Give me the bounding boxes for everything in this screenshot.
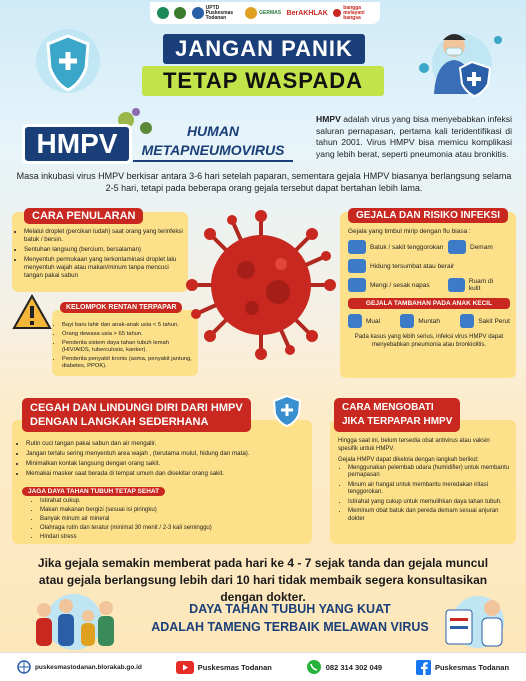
symptom-item <box>348 314 380 328</box>
globe-icon <box>17 660 31 674</box>
list-item: • Banyak minum air mineral <box>40 516 306 523</box>
symptom-item <box>348 259 504 273</box>
penularan-panel <box>12 212 188 292</box>
motto-line-2: ADALAH TAMENG TERBAIK MELAWAN VIRUS <box>151 620 429 634</box>
rentan-list <box>52 322 196 370</box>
list-item: • Sentuhan langsung (bercium, bersalaman) <box>24 246 184 254</box>
title-line-2: TETAP WASPADA <box>142 66 384 96</box>
obati-p1: Hingga saat ini, belum tersedia obat antivirus atau vaksin spesifik untuk HMPV. <box>338 438 490 452</box>
gejala-note: Pada kasus yang lebih serius, infeksi virus HMPV dapat menyebabkan pneumonia atau bronkiolitis. <box>354 334 504 348</box>
cegah-title-line-1: CEGAH DAN LINDUNGI DIRI DARI HMPV <box>30 402 243 414</box>
fullname-line-2: METAPNEUMOVIRUS <box>133 141 293 162</box>
shield-icon <box>30 26 106 96</box>
list-item: • Orang dewasa usia > 65 tahun. <box>62 331 196 338</box>
symptom-label: Mengi / sesak napas <box>370 281 430 289</box>
penularan-header: CARA PENULARAN <box>24 208 143 224</box>
list-item: • Minimalkan kontak langsung dengan orang sakit. <box>26 460 306 468</box>
symptom-item <box>460 314 510 328</box>
gejala-intro: Gejala yang timbul mirip dengan flu biasa : <box>348 228 471 235</box>
cegah-list <box>16 440 306 478</box>
list-item: • Penderita penyakit kronis (asma, penyakit jantung, diabetes, PPOK). <box>62 356 196 370</box>
gejala-panel <box>340 212 516 378</box>
shield-plus-icon <box>272 394 302 428</box>
whatsapp-icon <box>306 659 322 675</box>
footer <box>0 652 526 681</box>
cegah-panel <box>12 420 312 544</box>
nausea-icon <box>348 314 362 328</box>
cegah-title-line-2: DENGAN LANGKAH SEDERHANA <box>30 416 209 428</box>
list-item: • Melalui droplet (percikan ludah) saat orang yang terinfeksi batuk / bersin. <box>24 228 184 244</box>
obati-title-line-1: CARA MENGOBATI <box>342 402 434 413</box>
youtube-link[interactable] <box>176 661 272 674</box>
list-item: • Menyentuh permukaan yang terkontaminasi droplet lalu menyentuh wajah atau makan/minum tanpa mencuci tangan pakai sabun <box>24 256 184 280</box>
list-item: • Menggunakan pelembab udara (humidifier) untuk membantu pernapasan <box>348 465 510 480</box>
list-item: • Olahraga rutin dan teratur (minimal 30 menit / 2-3 kali seminggu) <box>40 525 306 532</box>
warning-text: Jika gejala semakin memberat pada hari ke 4 - 7 sejak tanda dan gejala muncul atau gejala berlangsung lebih dari 10 hari tidak membaik segera konsultasikan dengan dokter. <box>37 556 489 604</box>
rash-icon <box>448 278 465 292</box>
logo-bar <box>150 2 380 24</box>
motto <box>140 600 440 636</box>
facebook-label: Puskesmas Todanan <box>434 662 510 672</box>
symptom-label: Batuk / sakit tenggorokan <box>370 243 444 251</box>
hmpv-intro <box>316 114 512 160</box>
list-item: • Minum air hangat untuk membantu meredakan iritasi tenggorokan. <box>348 482 510 497</box>
symptom-item <box>348 278 444 292</box>
kids-header: GEJALA TAMBAHAN PADA ANAK KECIL <box>348 298 510 309</box>
obati-header <box>334 398 460 432</box>
symptom-label: Hidung tersumbat atau berair <box>370 262 455 270</box>
youtube-icon <box>176 661 194 674</box>
family-illustration <box>14 592 134 650</box>
gejala-grid <box>348 240 510 292</box>
kemenkes-logo <box>157 7 169 19</box>
blora-logo <box>174 7 186 19</box>
intro-bold: HMPV <box>316 114 341 124</box>
list-item: • Memakai masker saat berada di tempat umum dan disekitar orang sakit. <box>26 470 306 478</box>
youtube-label: Puskesmas Todanan <box>197 662 272 672</box>
hmpv-label: HMPV <box>22 124 132 164</box>
rentan-panel <box>52 310 198 376</box>
masked-person-icon <box>410 24 506 98</box>
obati-list <box>338 465 510 524</box>
fullname-line-1: HUMAN <box>186 123 240 139</box>
bangga-logo: bangga melayani bangsa <box>333 6 373 21</box>
list-item: • Bayi baru lahir dan anak-anak usia < 5 tahun. <box>62 322 196 329</box>
website-link[interactable] <box>17 660 142 674</box>
gejala-header: GEJALA DAN RISIKO INFEKSI <box>348 208 508 223</box>
hmpv-fullname <box>128 122 298 162</box>
list-item: • Rutin cuci tangan pakai sabun dan air mengalir. <box>26 440 306 448</box>
website-label: puskesmastodanan.blorakab.go.id <box>34 663 142 671</box>
symptom-label: Muntah <box>418 317 440 325</box>
facebook-icon <box>416 660 431 675</box>
symptom-item <box>348 240 444 254</box>
symptom-item <box>400 314 440 328</box>
intro-text: adalah virus yang bisa menyebabkan infeksi saluran pernapasan, pertama kali teridentifikasi di tahun 2001. Virus HMPV bisa memicu komplikasi yang lebih berat, seperti pneumonia atau bronkitis. <box>316 114 512 159</box>
list-item: • Penderita sistem daya tahan tubuh lemah (HIV/AIDS, tuberculosis, kanker). <box>62 340 196 354</box>
list-item: • Istirahat cukup. <box>40 498 306 505</box>
symptom-label: Ruam di kulit <box>468 278 494 292</box>
germas-logo: GERMAS <box>245 7 281 19</box>
symptom-label: Sakit Perut <box>478 317 510 325</box>
list-item: • Istirahat yang cukup untuk memulihkan daya tahan tubuh. <box>348 499 510 507</box>
kids-row <box>348 314 510 328</box>
list-item: • Meminum obat batuk dan pereda demam sesuai anjuran dokter <box>348 508 510 523</box>
puskesmas-logo: UPTD Puskesmas Todanan <box>192 6 240 21</box>
list-item: • Hindari stress <box>40 534 306 541</box>
warning-icon <box>12 294 52 330</box>
nose-icon <box>348 259 366 273</box>
symptom-label: Demam <box>470 243 493 251</box>
rentan-header: KELOMPOK RENTAN TERPAPAR <box>60 302 182 313</box>
obati-panel <box>330 420 516 544</box>
motto-line-1: DAYA TAHAN TUBUH YANG KUAT <box>189 602 391 616</box>
whatsapp-label: 082 314 302 049 <box>325 662 383 672</box>
imun-list <box>16 498 306 541</box>
obati-p2: Gejala HMPV dapat dikelola dengan langkah berikut: <box>338 457 479 463</box>
penularan-list <box>14 228 184 280</box>
incubation-text: Masa inkubasi virus HMPV berkisar antara 3-6 hari setelah paparan, sementara gejala HMPV biasanya berlangsung selama 2-5 hari, tetapi pada beberapa orang gejala tersebut dapat bertahan lebih lama. <box>16 171 512 193</box>
symptom-item <box>448 240 504 254</box>
virus-illustration <box>186 210 336 360</box>
cegah-header <box>22 398 251 432</box>
obati-title-line-2: JIKA TERPAPAR HMPV <box>342 416 453 427</box>
list-item: • Makan makanan bergizi (sesuai isi piringku) <box>40 507 306 514</box>
doctor-illustration <box>440 590 516 650</box>
whatsapp-link[interactable] <box>306 659 382 675</box>
facebook-link[interactable] <box>416 660 509 675</box>
fever-icon <box>448 240 466 254</box>
title-line-1: JANGAN PANIK <box>163 34 365 64</box>
imun-header: JAGA DAYA TAHAN TUBUH TETAP SEHAT <box>22 487 165 496</box>
stomach-icon <box>460 314 474 328</box>
symptom-item <box>448 278 504 292</box>
vomit-icon <box>400 314 414 328</box>
breath-icon <box>348 278 366 292</box>
cough-icon <box>348 240 366 254</box>
symptom-label: Mual <box>366 317 381 325</box>
berakhlak-logo: BerAKHLAK <box>286 9 328 17</box>
list-item: • Jangan terlalu sering menyentuh area wajah , (terutama mulut, hidung dan mata). <box>26 450 306 458</box>
